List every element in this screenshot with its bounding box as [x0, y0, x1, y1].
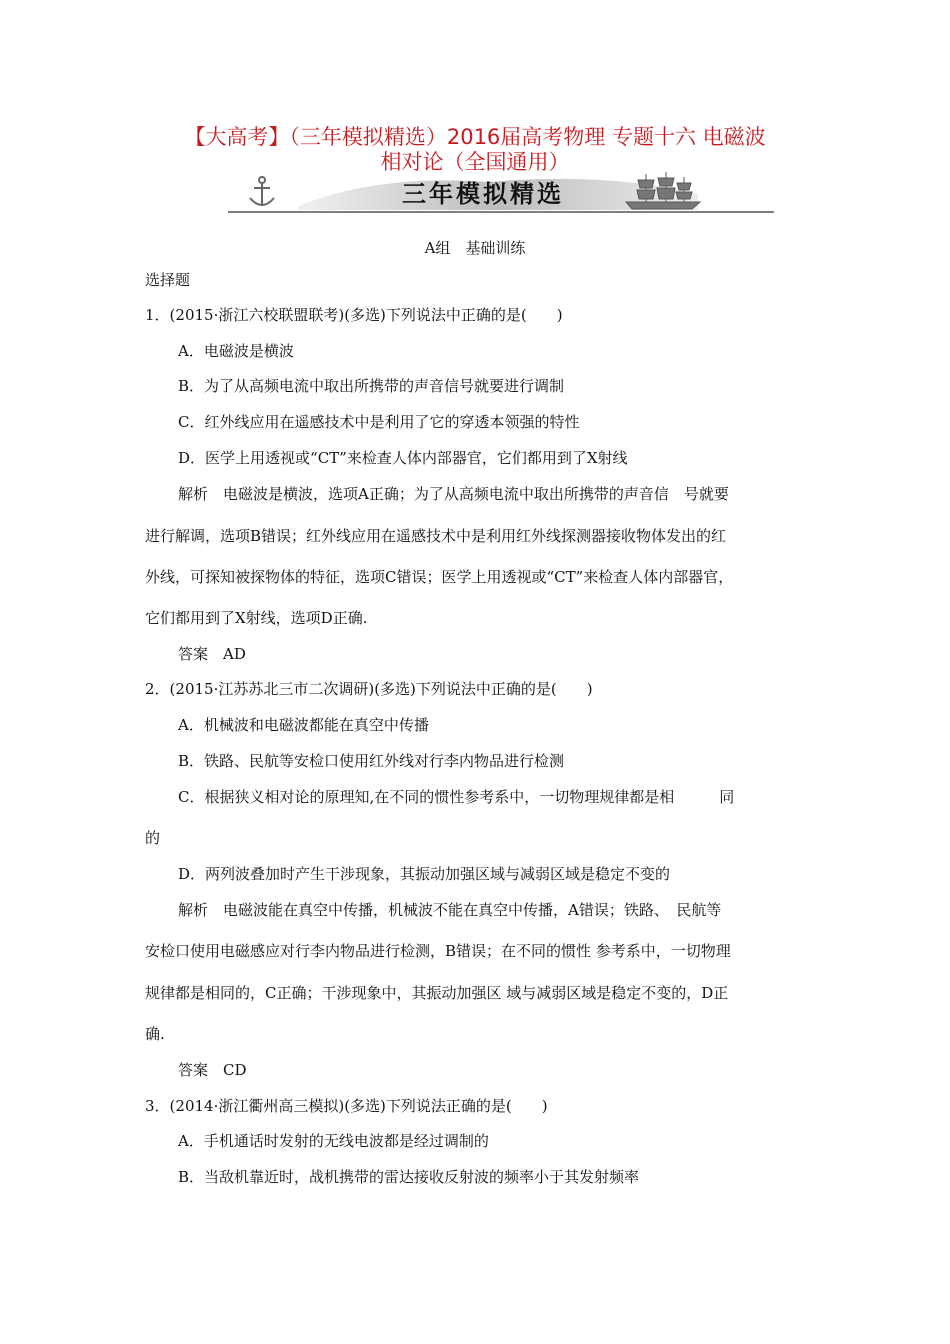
q2-option-b: B．铁路、民航等安检口使用红外线对行李内物品进行检测: [178, 752, 565, 770]
q1-option-a: A．电磁波是横波: [178, 342, 294, 360]
q1-analysis-line-2: 进行解调，选项B错误；红外线应用在遥感技术中是利用红外线探测器接收物体发出的红: [145, 527, 727, 545]
q2-analysis-line-3: 规律都是相同的，C正确；干涉现象中，其振动加强区 域与减弱区域是稳定不变的，D正: [145, 984, 729, 1002]
document-title-line-2: 相对论（全国通用）: [380, 150, 570, 174]
q2-option-c-continued: 的: [145, 829, 161, 847]
anchor-icon: [250, 177, 274, 206]
q1-analysis-line-3: 外线，可探知被探物体的特征，选项C错误；医学上用透视或“CT”来检查人体内部器官，: [145, 568, 734, 586]
q2-analysis-line-4: 确.: [145, 1025, 165, 1043]
q3-stem: 3．(2014·浙江衢州高三模拟)(多选)下列说法正确的是( ): [145, 1097, 548, 1115]
q1-option-c: C．红外线应用在遥感技术中是利用了它的穿透本领强的特性: [178, 413, 580, 431]
q2-option-a: A．机械波和电磁波都能在真空中传播: [178, 716, 429, 734]
banner: [228, 168, 774, 216]
q1-analysis-line-4: 它们都用到了X射线，选项D正确.: [145, 609, 368, 627]
q1-analysis-line-1: 解析 电磁波是横波，选项A正确；为了从高频电流中取出所携带的声音信 号就要: [178, 485, 729, 503]
q2-analysis-line-2: 安检口使用电磁感应对行李内物品进行检测，B错误；在不同的惯性 参考系中，一切物理: [145, 942, 731, 960]
q2-analysis-line-1: 解析 电磁波能在真空中传播，机械波不能在真空中传播，A错误；铁路、 民航等: [178, 901, 722, 919]
ship-icon: [626, 172, 700, 209]
q2-option-d: D．两列波叠加时产生干涉现象，其振动加强区域与减弱区域是稳定不变的: [178, 865, 671, 883]
q2-stem: 2．(2015·江苏苏北三市二次调研)(多选)下列说法中正确的是( ): [145, 680, 593, 698]
q1-stem: 1．(2015·浙江六校联盟联考)(多选)下列说法中正确的是( ): [145, 306, 563, 324]
q3-option-b: B．当敌机靠近时，战机携带的雷达接收反射波的频率小于其发射频率: [178, 1168, 640, 1186]
q1-answer: 答案 AD: [178, 645, 246, 663]
q2-option-c: C．根据狭义相对论的原理知,在不同的惯性参考系中，一切物理规律都是相 同: [178, 788, 735, 806]
q1-option-b: B．为了从高频电流中取出所携带的声音信号就要进行调制: [178, 377, 565, 395]
q2-answer: 答案 CD: [178, 1061, 247, 1079]
q3-option-a: A．手机通话时发射的无线电波都是经过调制的: [178, 1132, 489, 1150]
banner-text: 三年模拟精选: [402, 180, 564, 208]
document-title-line-1: 【大高考】（三年模拟精选）2016届高考物理 专题十六 电磁波: [184, 125, 766, 149]
q1-option-d: D．医学上用透视或“CT”来检查人体内部器官，它们都用到了X射线: [178, 449, 628, 467]
group-heading: A组 基础训练: [424, 239, 526, 257]
section-label: 选择题: [145, 271, 191, 289]
